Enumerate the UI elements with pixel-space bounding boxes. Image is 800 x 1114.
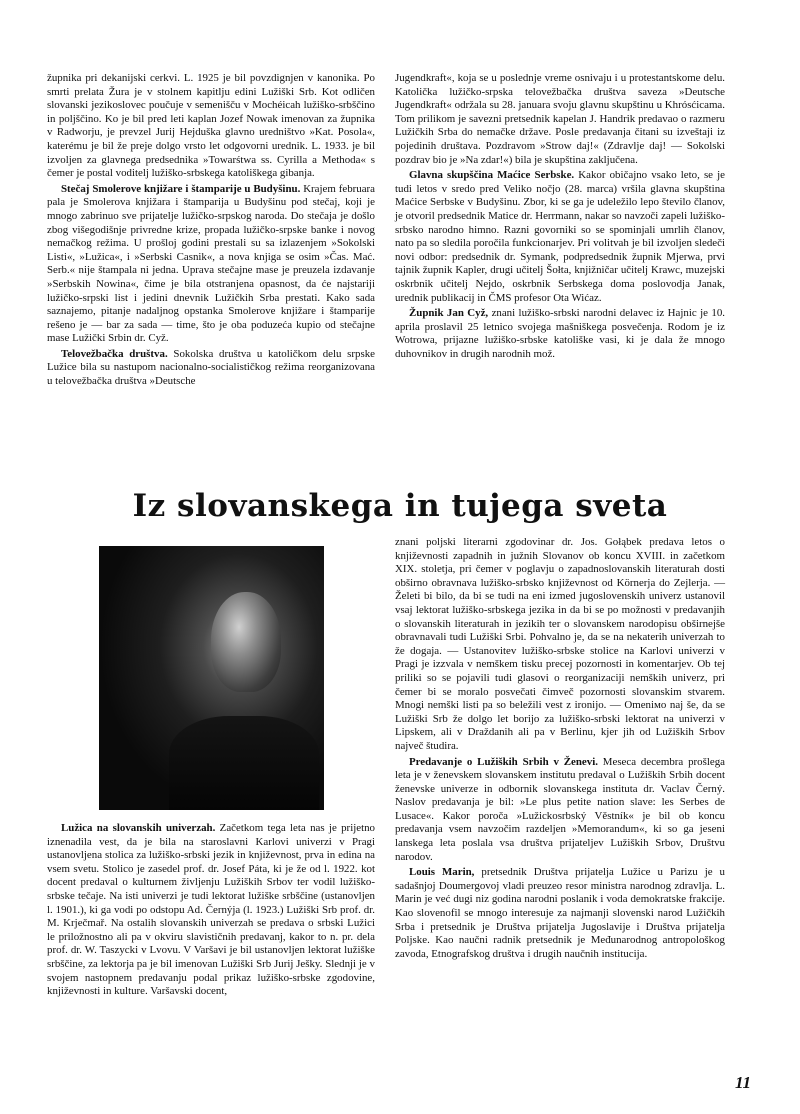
paragraph-heading: Predavanje o Lužiških Srbih v Ženevi. (409, 755, 598, 768)
paragraph-heading: Louis Marin, (409, 866, 475, 879)
paragraph-body: Krajem februara pala je Smolerova knjižara i štamparija u Budyšinu pod stečaj, koji je mnogo zabrinuo sve prijatelje lužičko-srpskog naroda. Do stečaja je došlo zbog višegodišnje privredne krize, propada lužičko-srpske banke i novog nemačkog režima. U prošloj godini prestali su sa izlazenjem »Sokolski Listi«, »Lužica«, i »Serbski Casnik«, a nova knjiga se osim »Čas. Mać. Serb.« nije štampala ni jedna. Uprava stečajne mase je preuzela izdavanje »Serbskih Nowina«, čime je bila otstranjena opasnost, da će najstariji lužičko-srpski list i jedini dnevnik Lužičkih Srba prestati. Kako sada saznajemo, pitanje nadaljnog opstanka Smolerove knjižare i štamparije rešeno je — bar za sada — time, što je oba poduzeća kupio od stečajne mase Lužički Srbin dr. Cyž. (47, 182, 376, 345)
column-bottom-right (395, 536, 725, 961)
paragraph-golabek-continuation: znani poljski literarni zgodovinar dr. Jos. Gołąbek predava letos o književnosti zapadnih in južnih Slovanov ob koncu XVIII. in začetkom XIX. stoletja, pri čemer v poglavju o zapadnoslovanskih literaturah dosti obširno obravnava lužiško-srbsko književnost od Körnerja do Zejlerja. — Želeti bi bilo, da bi se tudi na eni izmed jugoslovenskih univerz ustanovil vsaj lektorat lužiško-srbskega jezika in da bi se po možnosti v predavanjih o slovanskih literaturah in jezikih ter o slovanskem narodopisu obširnejše obravnavali tudi Lužiški Srbi. Pohvalno je, da se na nekaterih univerzah to že dogaja. — Ustanovitev lužiško-srbske stolice na Karlovi univerzi v Pragi je izzvala v nemškem tisku precej pozornosti in komentarjev. Ob tej priliki so se pojavili tudi glasovi o reorganizaciji nemških univerz, pri čemer bi se moralo posvečati čimveč pozornosti slovanskim stvarem. Mnogi nemški listi pa so beležili vest z ironijo. — Omeniмо naj še, da se Lužiški Srb že dolgo let borijo za lužiško-srbski lektorat na univerzi v Lipskem, ali v Draždanih ali pa v Berlinu, kjer jih od Lužiških Srbov največ študira. (395, 536, 725, 752)
column-top-right (395, 72, 725, 361)
paragraph-geneva-lecture (395, 756, 725, 865)
paragraph-body: Kakor običajno vsako leto, se je tudi letos v sredo pred Veliko nočjo (28. marca) vršila glavna skupština Maćice Serbske v Budyšinu. Zbor, ki se ga je udeležilo lepo število članov, je otvoril predsednik Matice dr. Herrmann, nakar so navzoči zapeli lužiško-srbsko narodno himno. Razni govorniki so se spominjali umrlih članov, nato pa so sledila poročila funkcionarjev. Pri volitvah je bil izvoljen sledeči novi odbor: predsednik dr. Symank, podpredsednik župnik Mjerwa, prvi tajnik župnik Kapler, drugi učitelj Šołta, knjižničar učitelj Krawc, muzejski oskrbnik učitelj Nejdo, oskrbnik Serbskega doma poslovodja Janak, urednik publikacij in ČMS profesor Ota Wićaz. (395, 169, 725, 304)
paragraph-heading: Lužica na slovanskih univerzah. (61, 822, 216, 834)
paragraph-body: pretsednik Društva prijatelja Lužice u Parizu je u sadašnjoj Doumergovoj vladi preuzeo resor ministra narodnog zdravlja. L. Marin je već dugi niz godina narodni poslanik i voda demokratske frakcije. Kao slovenofil se mnogo interesuje za najmanji slovenski narod Lužičkih Srba i pretsednik je Društva prijatelja Jugoslavije i Društva prijatelja Poljske. Kao naučni radnik pretsednik je Međunarodnog antropološkog zavoda, Etnografskog društva i drugih naučnih institucija. (395, 866, 725, 960)
paragraph-jugendkraft-continuation: Jugendkraft«, koja se u poslednje vreme osnivaju i u protestantskome delu. Katolička lužičko-srpska telovežbačka društva saveza »Deutsche Jugendkraft« održala su 28. januara svoju glavnu skupštinu u Khrósćicama. Tom prilikom je savezni pretsednik kapelan J. Handrik predavao o razmeru Lužičkih Srba do nemačke države. Posle predavanja čitani su izveštaji iz pojedinih društava. Pozdravom »Strow daj!« (Zdravlje daj! — Sokolski pozdrav bio je »Na zdar!«) bila je skupština zaključena. (395, 72, 725, 166)
paragraph-macica-assembly (395, 169, 725, 305)
paragraph-heading: Glavna skupščina Maćice Serbske. (409, 169, 575, 182)
paragraph-smoler-bankruptcy (47, 183, 375, 346)
paragraph-slavic-universities (47, 822, 375, 999)
portrait-shoulders (169, 716, 319, 810)
paragraph-body: znani lužiško-srbski narodni delavec iz Hajnic je 10. aprila proslavil 25 letnico svojega mašniškega posvečenja. Rodom je iz Wotrowa, prijazne lužiško-srbske katoliške vasi, ki je dala že mnogo duhovnikov in drugih narodnih mož. (395, 307, 725, 360)
paragraph-hejduska-continuation: župnika pri dekanijski cerkvi. L. 1925 je bil povzdignjen v kanonika. Po smrti prelata Žura je v stolnem kapitlju edini Lužiški Srb. Kot odličen slovanski jezikoslovec poučuje v semenišču v Mochéicah lužiško-srbščino in poljščino. Ko je bil pred leti kaplan Jozef Nowak imenovan za župnika v Radworju, je prevzel Jurij Hejduška glavno uredništvo »Kat. Posola«, katerému je bil že preje dolgo vrsto let odgovorni urednik. L. 1933. je bil izvoljen za glavnega predsednika »Towarśtwa ss. Cyrilla a Methoda« s čemer je postal voditelj lužiško-srbskega katoliškega gibanja. (47, 72, 375, 180)
portrait-photo (99, 546, 324, 810)
paragraph-heading: Župnik Jan Cyž, (409, 307, 489, 320)
paragraph-body: Meseca decembra prošlega leta je v ženevskem slovanskem institutu predaval o Lužiških Srbih docent ženevske univerze in odbornik slovanskega instituta dr. Vaclav Černý. Naslov predavanja je bil: »Le plus petite nation slave: les Serbes de Lusace«. Kakor poroča »Lužickosrbský Věstník« je bil ob koncu predavanja vsem navzočim razdeljen »Memorandum«, ki so ga jeseni lanskega leta poslala vsa društva prijateljev Lužiških Srbov, Društvu narodov. (395, 755, 725, 863)
column-bottom-left (47, 822, 375, 999)
paragraph-heading: Stečaj Smolerove knjižare i štamparije u Budyšinu. (61, 182, 301, 195)
paragraph-jan-cyz (395, 307, 725, 361)
paragraph-louis-marin (395, 866, 725, 961)
page-number: 11 (735, 1073, 752, 1092)
portrait-face (211, 592, 281, 692)
column-top-left (47, 72, 375, 389)
paragraph-body: Sokolska društva u katoličkom delu srpske Lužice bila su nastupom nacionalno-socialističkog režima reorganizovana u telovežbačka društva »Deutsche (47, 347, 375, 388)
section-title: Iz slovanskega in tujega sveta (132, 488, 668, 524)
paragraph-heading: Telovežbačka društva. (61, 347, 168, 360)
paragraph-body: Začetkom tega leta nas je prijetno iznenadila vest, da je bila na staroslavni Karlovi univerzi v Pragi ustanovljena stolica za lužiško-srbski jezik in književnost, prva in edina na vsem svetu. Stolico je zasedel prof. dr. Josef Páta, ki je že od l. 1922. kot docent predaval o kulturnem življenju Lužiških Srbov ter vodil lužiško-srbske tečaje. Na isti univerzi je tudi lektorat lužiške srbščine (ustanovljen l. 1901.), ki ga vodi po odstopu Ad. Černýja (l. 1923.) Lužiški Srb prof. dr. M. Krječmař. Na ostalih slovanskih univerzah se predava o srbski Lužici le priložnostno ali pa v okviru slavističnih predavanj, kakor to n. pr. dela prof. dr. W. Taszycki v Lvovu. V Varšavi je bil ustanovljen lektorat lužiške srbščine, za lektorja pa je bil imenovan Lužiški Srb Jurij Ješky. Slednji je v svojem nastopnem predavanju podal prikaz lužiško-srbske zgodovine, književnosti in kulture. Varšavski docent, (47, 822, 375, 998)
paragraph-gymnastic-societies (47, 348, 375, 389)
